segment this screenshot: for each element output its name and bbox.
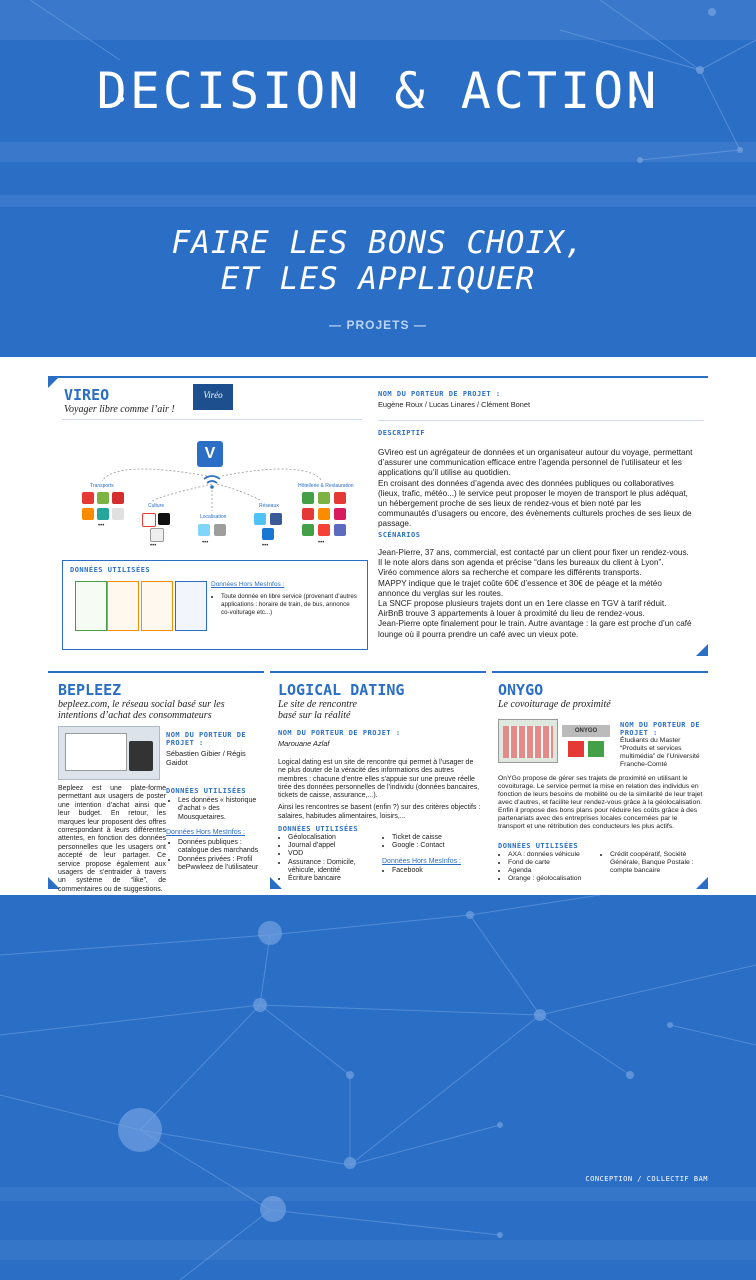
paragraph: Enfin il propose des bons plans pour réduire les coûts grâce à des partenariats avec des entreprises locales concernées par le transport et une rétribution des conducteurs les plus actifs. [498,807,698,830]
logical-hors-list [382,867,482,875]
list-item: • Les données « historique d’achat » des Mousquetaires. [178,797,260,822]
list-item: • Crédit coopératif, Société Générale, Banque Postale : compte bancaire [610,851,700,875]
label-transports: Transports [90,483,114,489]
logical-data-col1 [278,834,376,883]
credit-text: CONCEPTION / COLLECTIF BAM [585,1175,708,1183]
vireo-logo: Viréo [193,384,233,410]
card-top-rule [492,671,708,673]
paragraph: GVireo est un agrégateur de données et un organisateur autour du voyage, permettant d’assurer une communication efficace entre l’agenda personnel de l’utilisateur et les applications qu’il utilise au quotidien. [378,448,693,478]
label-culture: Culture [148,503,165,509]
list-item: • Orange : géolocalisation [508,875,594,883]
vireo-title: VIREO [64,386,110,404]
bepleez-porteur: Sébastien Gibier / Régis Gaidot [166,749,246,768]
scenario-line: Jean-Pierre opte finalement pour le train. Autre avantage : la gare est proche d’un café lounge où il pourra prendre un café avec un vieux pote. [378,619,692,639]
ted-icon [142,513,156,527]
hostel-icon [302,524,314,536]
logical-data-col2 [382,834,482,850]
list-item: • Assurance : Domicile, véhicule, identité [288,859,376,875]
sncf-icon [82,492,94,504]
bepleez-hors-label: Données Hors MesInfos : [166,829,245,836]
list-item: • Toute donnée en libre service (provenant d’autres applications : horaire de train, de bus, annonce co-voiturage etc...) [221,593,359,617]
vireo-tagline: Voyager libre comme l’air ! [64,404,175,415]
vireo-app-icon: V [197,441,223,467]
list-item: • Facebook [392,867,482,875]
list-item: • Agenda [508,867,594,875]
paragraph: Ainsi les rencontres se basent (enfin ?) sur des critères objectifs : salaires, habitudes alimentaires, loisirs,... [278,804,481,820]
vireo-scenarios-label: SCÉNARIOS [378,531,421,539]
label-hotellerie: Hôtellerie & Restauration [298,483,354,489]
more-dots: ••• [150,543,157,549]
footer-network [0,895,756,1280]
card-corner [48,376,60,388]
train-icon [112,492,124,504]
scenario-line: AirBnB trouve 3 appartements à louer à proximité du lieu de rendez-vous. [378,609,645,619]
divider [378,420,704,421]
logical-data-label: DONNÉES UTILISÉES [278,825,359,833]
list-item: • VOD [288,850,376,858]
vireo-descriptif [378,448,694,530]
food-icon [318,492,330,504]
onygo-app-bar: ONYGO [562,725,610,737]
map-icon [97,508,109,520]
logical-description [278,759,482,821]
restaurant-icon [334,492,346,504]
bepleez-data-list [168,797,260,822]
onygo-header [498,681,704,710]
paragraph: Logical dating est un site de rencontre qui permet à l’usager de ne plus douter de la véracité des informations des autres membres : chacune d’entre elles s’appuie sur une preuve réelle tirée des données personnelles de l’individu (données bancaires, tickets de caisse, assurance,...). [278,759,480,800]
bepleez-data-label: DONNÉES UTILISÉES [166,787,247,795]
scenario-line: Jean-Pierre, 37 ans, commercial, est contacté par un client pour fixer un rendez-vous. [378,548,689,557]
network-decoration [0,895,756,1280]
pedestrian-icon [568,741,584,757]
network-decoration [0,0,756,357]
label-localisation: Localisation [200,514,227,520]
transport-icon [97,492,109,504]
vireo-card [48,376,708,656]
page-title: DECISION & ACTION [96,62,660,120]
card-top-rule [48,671,264,673]
onygo-card [492,671,708,889]
label-reseaux: Réseaux [259,503,279,509]
dining-icon [318,524,330,536]
scenario-line: La SNCF propose plusieurs trajets dont un en 1ere classe en TGV à tarif réduit. [378,599,667,609]
vireo-descriptif-label: DESCRIPTIF [378,429,426,437]
airbnb-icon [334,508,346,520]
app-screen [75,581,107,631]
hero-banner [0,0,756,357]
twitter-icon [254,513,266,525]
vireo-porteur: Eugène Roux / Lucas Linares / Clément Bonet [378,400,531,409]
scenario-line: MAPPY indique que le trajet coûte 60€ d’essence et 30€ de péage et la météo annonce du verglas sur les routes. [378,578,662,598]
list-item: • Ticket de caisse [392,834,482,842]
section-label: — PROJETS — [329,318,427,332]
subtitle-line-1: FAIRE LES BONS CHOIX, [171,225,585,261]
list-item: • Google : Contact [392,842,482,850]
page-subtitle [0,225,756,297]
bepleez-title: BEPLEEZ [58,681,122,699]
settings-icon [214,524,226,536]
hors-mesinfos-list [211,593,359,617]
data-used-label: DONNÉES UTILISÉES [70,566,151,574]
onygo-porteur: Étudiants du Master “Produits et services multimédia” de l’Université Franche-Comté [620,737,700,768]
card-top-rule [270,671,486,673]
booking-icon [302,508,314,520]
scenario-line: Viréo commence alors sa recherche et compare les différents transports. [378,568,642,578]
list-item: • Fond de carte [508,859,594,867]
bepleez-card [48,671,264,893]
culture-icon [150,528,164,542]
footer-band [0,1187,756,1201]
bepleez-header [58,681,258,721]
more-dots: ••• [318,540,325,546]
scenario-line: Il le note alors dans son agenda et précise “dans les bureaux du client à Lyon”. [378,558,664,568]
onygo-porteur-label: NOM DU PORTEUR DE PROJET : [620,721,701,737]
onygo-title: ONYGO [498,681,544,699]
onygo-data-col2 [600,851,700,875]
more-dots: ••• [98,523,105,529]
paragraph: En croisant des données d’agenda avec des données publiques ou collaboratives (lieux, trafic, météo...) le service peut proposer le moyen de transport le plus adéquat, un hébergement proche de ses lieux de rendez-vous et bien noté par les communautés d’usagers ou encore, des évènements culturels proches de ses lieux de passage. [378,478,692,529]
vireo-diagram [62,436,368,556]
app-screen [107,581,139,631]
bepleez-description: Bepleez est une plate-forme permettant aux usagers de poster une intention d’achat ainsi que leur budget. En retour, les marques leur proposent des offres correspondant à leurs différentes attentes, en fonction des données personnelles que les usagers ont accepté de leur partager. Ce service propose également aux usagers de s’entraider à travers un système de “like”, de commentaires ou de suggestions. [58,785,166,893]
trip-icon [334,524,346,536]
onygo-data-label: DONNÉES UTILISÉES [498,842,579,850]
weather-icon [198,524,210,536]
onygo-data-col1 [498,851,594,883]
logical-header [278,681,482,721]
list-item: • Écriture bancaire [288,875,376,883]
logical-porteur: Marouane Azlaf [278,739,330,748]
logical-tagline-1: Le site de rencontre [278,699,357,710]
onygo-calendar-screen [498,719,558,763]
list-item: • Données publiques : catalogue des marchands [178,839,260,856]
calendar-grid [503,726,553,758]
tablet-device [129,741,153,771]
list-item: • Données privées : Profil bePwwleez de l’utilisateur [178,856,260,873]
onygo-tagline: Le covoiturage de proximité [498,699,611,710]
logical-tagline-2: basé sur la réalité [278,710,351,721]
logical-hors-label: Données Hors MesInfos : [382,858,461,865]
bepleez-porteur-label: NOM DU PORTEUR DE PROJET : [166,731,247,747]
paragraph: OnYGo propose de gérer ses trajets de proximité en utilisant le covoiturage. Le service permet la mise en relation des individus en fonction de leurs besoins de mobilité ou de la similarité de leur trajet avec d’autres, et facilite leur rendez-vous grâce à la géolocalisation. [498,775,703,806]
list-item: • Géolocalisation [288,834,376,842]
vireo-scenarios [378,548,694,640]
logical-porteur-label: NOM DU PORTEUR DE PROJET : [278,729,401,737]
laptop-screen [65,733,127,771]
list-item: • Journal d’appel [288,842,376,850]
subtitle-line-2: ET LES APPLIQUER [220,261,536,297]
more-dots: ••• [262,543,269,549]
hotel-icon [302,492,314,504]
bepleez-screenshot [58,726,160,780]
logical-dating-card [270,671,486,889]
more-dots: ••• [202,540,209,546]
vireo-header [64,386,175,415]
vireo-porteur-label: NOM DU PORTEUR DE PROJET : [378,390,501,398]
app-screen [141,581,173,631]
behance-icon [262,528,274,540]
card-corner [696,877,708,889]
footer-band [0,1240,756,1260]
logical-title: LOGICAL DATING [278,681,405,699]
card-top-rule [48,376,708,378]
bepleez-tagline: bepleez.com, le réseau social basé sur les intentions d’achat des consommateurs [58,699,225,721]
bepleez-hors-list [168,839,260,873]
onygo-description [498,775,704,831]
review-icon [318,508,330,520]
vireo-data-box [62,560,368,650]
theatre-icon [158,513,170,525]
app-screen [175,581,207,631]
divider [62,419,362,420]
hors-mesinfos-label: Données Hors MesInfos : [211,581,285,588]
list-item: • AXA : données véhicule [508,851,594,859]
card-corner [696,644,708,656]
plane-icon [112,508,124,520]
facebook-icon [270,513,282,525]
car-icon [588,741,604,757]
bus-icon [82,508,94,520]
